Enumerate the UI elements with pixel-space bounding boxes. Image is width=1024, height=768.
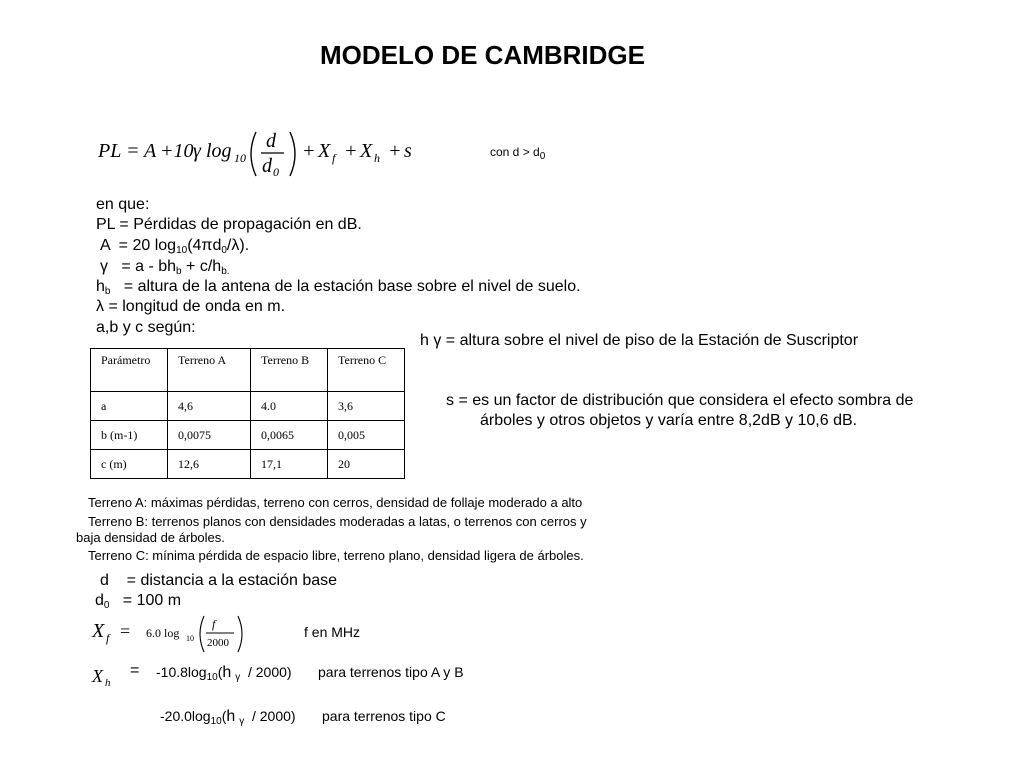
svg-text:10: 10 <box>186 634 194 643</box>
table-row <box>91 421 405 450</box>
s-definition-line2: árboles y otros objetos y varía entre 8,2dB y 10,6 dB. <box>480 412 858 429</box>
table-cell: 3,6 <box>328 392 405 421</box>
parameters-table <box>90 348 405 479</box>
xh-note-ab: para terrenos tipo A y B <box>318 664 464 680</box>
table-cell: 20 <box>328 450 405 479</box>
d0-definition: $d_0 = 100$ m <box>95 592 182 611</box>
svg-text:+: + <box>388 140 402 162</box>
definition-gamma: $\gamma = a - bh_b + c/h_{b.}$ <box>100 258 230 277</box>
svg-text:+: + <box>344 140 358 162</box>
definition-lambda: λ = longitud de onda en m. <box>96 298 286 315</box>
table-cell: 0,005 <box>328 421 405 450</box>
table-cell: 0,0065 <box>251 421 328 450</box>
table-cell: c (m) <box>91 450 168 479</box>
table-header-cell: Terreno B <box>251 349 328 392</box>
terrain-note-b-line1: Terreno B: terrenos planos con densidades moderadas a latas, o terrenos con cerros y <box>88 514 587 529</box>
definition-a: A = 20 $\log_{10}(4\pi d_0/\lambda)$. <box>100 237 250 256</box>
svg-text:0: 0 <box>273 165 279 179</box>
svg-text:PL: PL <box>98 140 122 162</box>
svg-text:X: X <box>360 140 373 162</box>
terrain-note-a: Terreno A: máximas pérdidas, terreno con cerros, densidad de follaje moderado a alto <box>88 495 583 510</box>
svg-text:h: h <box>374 151 380 165</box>
xf-unit: f en MHz <box>304 624 361 640</box>
table-cell: a <box>91 392 168 421</box>
svg-text:γ: γ <box>193 140 201 162</box>
definition-pl: PL = Pérdidas de propagación en dB. <box>96 216 362 233</box>
d-definition: d = distancia a la estación base <box>100 572 338 589</box>
svg-text:f: f <box>212 617 216 631</box>
svg-text:10: 10 <box>234 151 246 165</box>
table-cell: 4,6 <box>168 392 251 421</box>
svg-text:d: d <box>262 155 272 177</box>
svg-text:+: + <box>302 140 316 162</box>
s-definition-line1: s = es un factor de distribución que considera el efecto sombra de <box>446 392 914 409</box>
svg-text:h: h <box>105 677 111 689</box>
svg-text:X: X <box>318 140 331 162</box>
svg-text:=: = <box>126 140 140 162</box>
xh-formula-ab: $-10.8\log_{10}(h$ $_\gamma$ / 2000) <box>156 664 292 683</box>
xh-symbol <box>90 662 122 695</box>
svg-text:log: log <box>206 140 232 162</box>
table-header-row <box>91 349 405 392</box>
table-header-cell: Terreno A <box>168 349 251 392</box>
svg-text:6.0 log: 6.0 log <box>146 626 180 640</box>
equation-condition: con $d > d_0$ <box>490 145 546 162</box>
table-row <box>91 450 405 479</box>
svg-text:A: A <box>144 140 157 162</box>
svg-text:X: X <box>92 666 103 686</box>
page-title: MODELO DE CAMBRIDGE <box>320 40 645 70</box>
table-header-cell: Terreno C <box>328 349 405 392</box>
table-header-cell: Parámetro <box>91 349 168 392</box>
terrain-note-c: Terreno C: mínima pérdida de espacio libre, terreno plano, densidad ligera de árboles. <box>88 548 584 563</box>
main-equation <box>96 120 426 180</box>
xh-equals: = <box>130 662 140 679</box>
svg-text:s: s <box>404 140 412 162</box>
table-cell: b (m-1) <box>91 421 168 450</box>
hgamma-definition: h γ = altura sobre el nivel de piso de la Estación de Suscriptor <box>420 332 859 349</box>
table-cell: 4.0 <box>251 392 328 421</box>
table-cell: 12,6 <box>168 450 251 479</box>
xh-formula-c: $-20.0\log_{10}(h$ $_\gamma$ / 2000) <box>160 708 296 727</box>
svg-text:=: = <box>120 621 131 641</box>
definition-abc: a,b y c según: <box>96 319 196 336</box>
svg-text:+10: +10 <box>160 140 194 162</box>
svg-text:f: f <box>332 151 336 165</box>
table-cell: 17,1 <box>251 450 328 479</box>
definition-hb: $h_b$ = altura de la antena de la estación base sobre el nivel de suelo. <box>96 278 581 297</box>
svg-text:X: X <box>92 620 105 642</box>
svg-text:d: d <box>266 130 276 152</box>
definitions-intro: en que: <box>96 196 150 213</box>
xf-formula <box>90 612 270 659</box>
xh-note-c: para terrenos tipo C <box>322 708 446 724</box>
terrain-note-b-line2: baja densidad de árboles. <box>76 530 225 545</box>
table-row <box>91 392 405 421</box>
table-cell: 0,0075 <box>168 421 251 450</box>
svg-text:f: f <box>106 631 110 645</box>
svg-text:2000: 2000 <box>207 637 229 649</box>
